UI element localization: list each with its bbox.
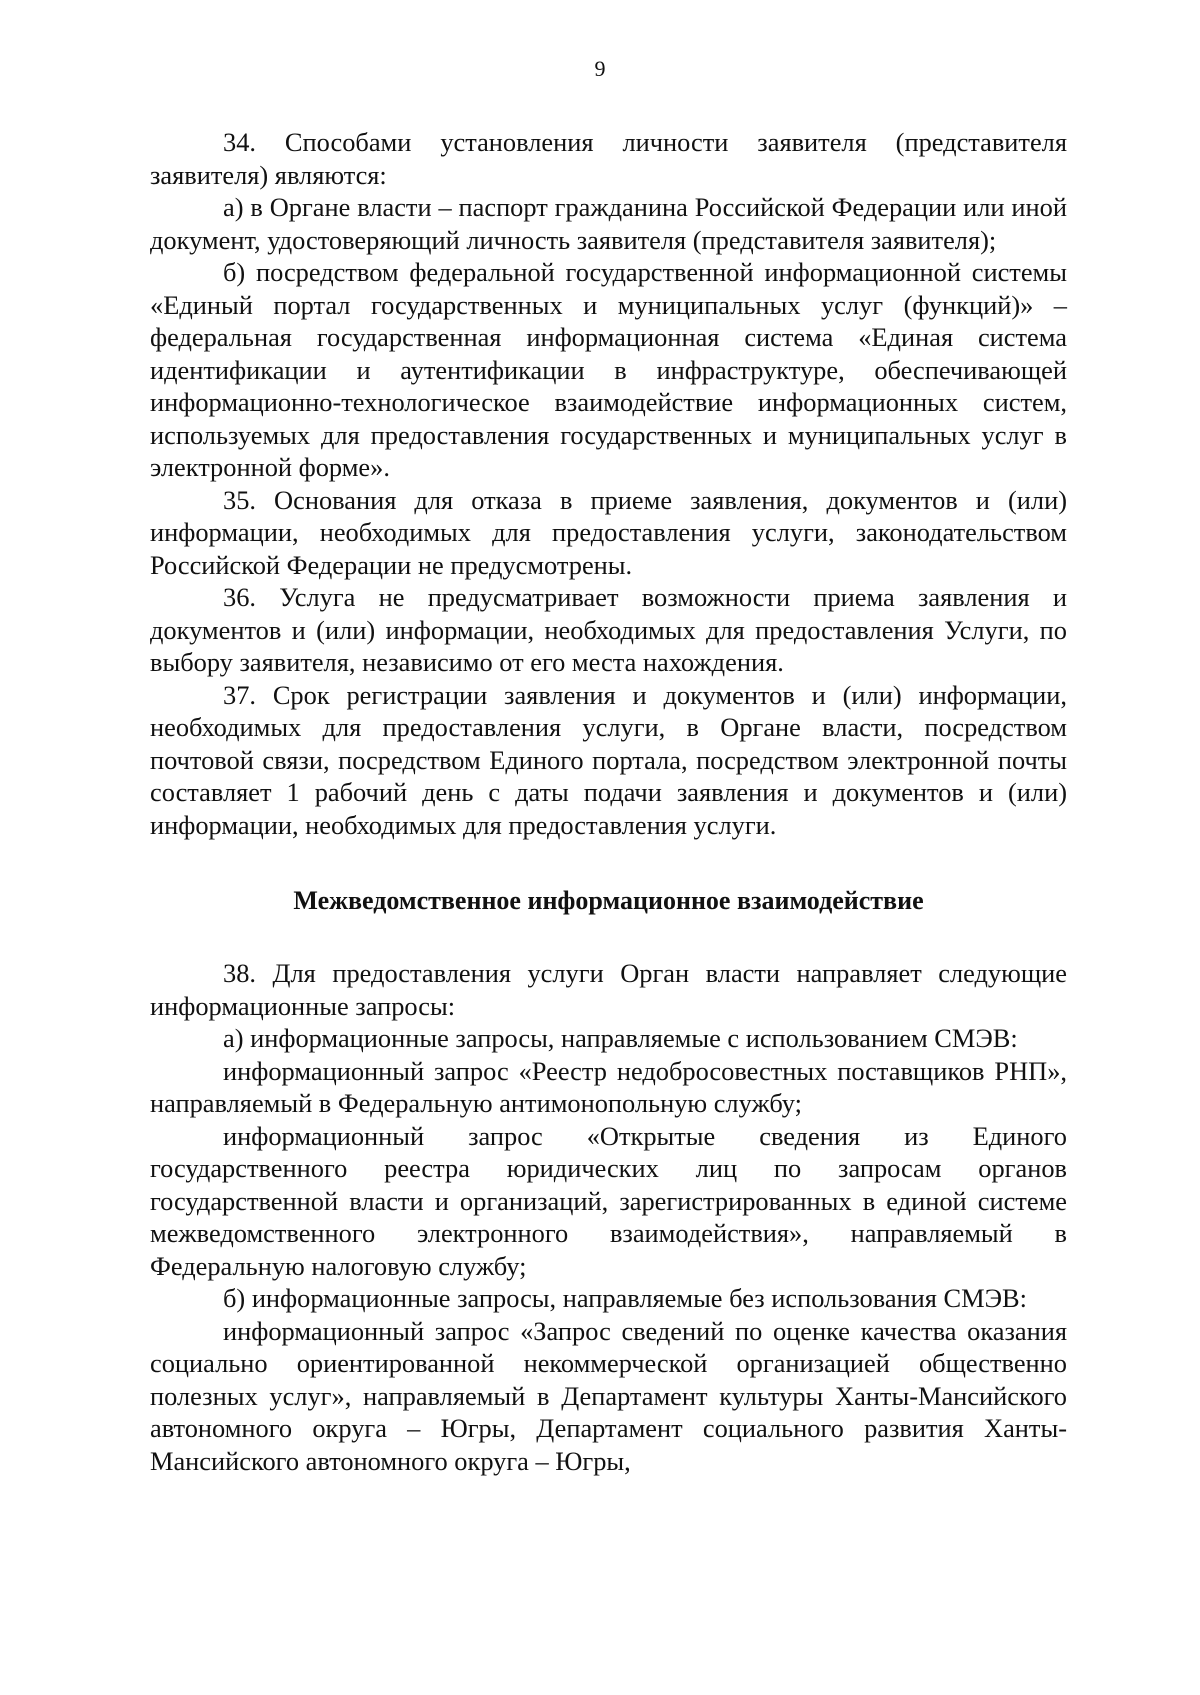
paragraph-36: 36. Услуга не предусматривает возможности приема заявления и документов и (или) информации, необходимых для предоставления Услуги, по выбору заявителя, независимо от его места нахождения.	[150, 582, 1067, 677]
paragraph-37: 37. Срок регистрации заявления и документов и (или) информации, необходимых для предоставления услуги, в Органе власти, посредством почтовой связи, посредством Единого портала, посредством электронной почты составляет 1 рабочий день с даты подачи заявления и документов и (или) информации, необходимых для предоставления услуги.	[150, 679, 1067, 840]
section-heading: Межведомственное информационное взаимодействие	[293, 886, 924, 915]
paragraph-34-b: б) посредством федеральной государственной информационной системы «Единый портал государственных и муниципальных услуг (функций)» – федеральная государственная информационная система «Единая система идентификации и аутентификации в инфраструктуре, обеспечивающей информационно-технологическое взаимодействие информационных систем, используемых для предоставления государственных и муниципальных услуг в электронной форме».	[150, 257, 1067, 482]
paragraph-38-a-2: информационный запрос «Открытые сведения из Единого государственного реестра юридических лиц по запросам органов государственной власти и организаций, зарегистрированных в единой системе межведомственного электронного взаимодействия», направляемый в Федеральную налоговую службу;	[150, 1120, 1067, 1281]
paragraph-38-b: б) информационные запросы, направляемые без использования СМЭВ:	[223, 1283, 1027, 1313]
paragraph-38: 38. Для предоставления услуги Орган власти направляет следующие информационные запросы:	[150, 958, 1067, 1021]
paragraph-38-b-1: информационный запрос «Запрос сведений по оценке качества оказания социально ориентированной некоммерческой организацией общественно полезных услуг», направляемый в Департамент культуры Ханты-Мансийского автономного округа – Югры, Департамент социального развития Ханты-Мансийского автономного округа – Югры,	[150, 1315, 1067, 1476]
paragraph-38-a-1: информационный запрос «Реестр недобросовестных поставщиков РНП», направляемый в Федеральную антимонопольную службу;	[150, 1055, 1067, 1118]
paragraph-38-a: а) информационные запросы, направляемые с использованием СМЭВ:	[223, 1023, 1018, 1053]
paragraph-34-a: а) в Органе власти – паспорт гражданина Российской Федерации или иной документ, удостоверяющий личность заявителя (представителя заявителя);	[150, 192, 1067, 255]
document-body	[150, 126, 1067, 1477]
paragraph-35: 35. Основания для отказа в приеме заявления, документов и (или) информации, необходимых для предоставления услуги, законодательством Российской Федерации не предусмотрены.	[150, 484, 1067, 580]
page-number: 9	[594, 56, 606, 81]
paragraph-34: 34. Способами установления личности заявителя (представителя заявителя) являются:	[150, 127, 1067, 190]
